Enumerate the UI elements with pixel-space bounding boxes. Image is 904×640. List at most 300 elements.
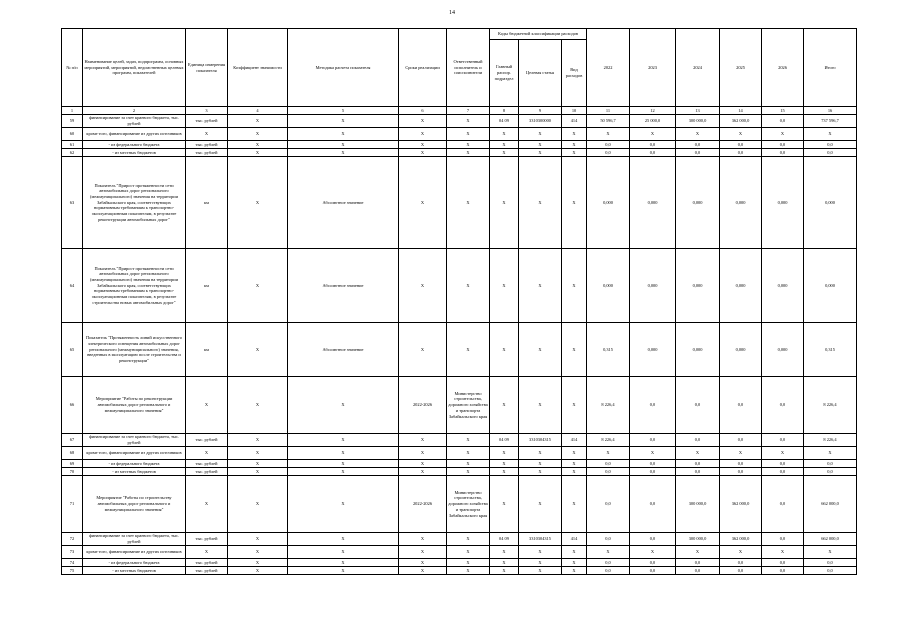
row-number: 71 xyxy=(62,476,83,533)
column-index-cell: 3 xyxy=(186,107,228,115)
row-method: Абсолютное значение xyxy=(288,249,399,323)
row-number: 75 xyxy=(62,567,83,575)
column-index-cell: 5 xyxy=(288,107,399,115)
row-name: - из федерального бюджета xyxy=(83,460,186,468)
row-value-2025: 362 000,0 xyxy=(720,533,762,546)
row-value-2022: 8 226,4 xyxy=(587,434,630,447)
row-code-type: X xyxy=(562,141,587,149)
row-code-main: X xyxy=(490,546,519,559)
row-value-2026: 0,0 xyxy=(762,468,804,476)
row-number: 69 xyxy=(62,460,83,468)
row-value-2025: 0,0 xyxy=(720,559,762,567)
row-method: X xyxy=(288,128,399,141)
row-code-target: X xyxy=(519,476,562,533)
row-coef: X xyxy=(228,141,288,149)
row-responsible: X xyxy=(447,249,490,323)
row-responsible: X xyxy=(447,115,490,128)
header-2022: 2022 xyxy=(587,29,630,107)
row-terms: X xyxy=(399,559,447,567)
row-unit: тыс. рублей xyxy=(186,567,228,575)
row-total: X xyxy=(804,447,857,460)
table-row xyxy=(62,323,857,377)
table-row xyxy=(62,476,857,533)
row-responsible: X xyxy=(447,546,490,559)
table-row xyxy=(62,377,857,434)
row-unit: км xyxy=(186,323,228,377)
row-value-2026: 0,000 xyxy=(762,249,804,323)
table-row xyxy=(62,249,857,323)
row-value-2025: 0,0 xyxy=(720,567,762,575)
row-name: финансирование за счет краевого бюджета, тыс. рублей xyxy=(83,533,186,546)
table-row xyxy=(62,468,857,476)
header-coef: Коэффициент значимости xyxy=(228,29,288,107)
row-code-target: 3310304315 xyxy=(519,434,562,447)
page-number: 14 xyxy=(449,10,455,16)
header-code-main: Главный распор. подраздел xyxy=(490,40,519,107)
row-value-2023: 0,000 xyxy=(630,157,676,249)
row-value-2023: X xyxy=(630,128,676,141)
row-number: 73 xyxy=(62,546,83,559)
row-total: 0,0 xyxy=(804,567,857,575)
column-index-cell: 16 xyxy=(804,107,857,115)
row-number: 74 xyxy=(62,559,83,567)
row-name: - из федерального бюджета xyxy=(83,559,186,567)
row-name: Показатель "Протяженность линий искусственного электрического освещения автомобильных дорог регионального (межмуниципального) значения, введенных в эксплуатацию после строительства и реконструкции" xyxy=(83,323,186,377)
row-name: кроме того, финансирование из других источников xyxy=(83,546,186,559)
row-total: 662 000,0 xyxy=(804,533,857,546)
row-number: 72 xyxy=(62,533,83,546)
row-value-2026: 0,0 xyxy=(762,141,804,149)
row-code-target: X xyxy=(519,377,562,434)
row-code-main: X xyxy=(490,141,519,149)
row-responsible: X xyxy=(447,559,490,567)
column-index-cell: 13 xyxy=(676,107,720,115)
row-total: 0,0 xyxy=(804,460,857,468)
row-coef: X xyxy=(228,128,288,141)
row-coef: X xyxy=(228,377,288,434)
row-value-2025: 0,000 xyxy=(720,249,762,323)
header-code-target: Целевая статья xyxy=(519,40,562,107)
row-responsible: X xyxy=(447,128,490,141)
row-value-2023: 0,0 xyxy=(630,377,676,434)
row-value-2022: 0,0 xyxy=(587,149,630,157)
row-value-2025: 362 000,0 xyxy=(720,115,762,128)
row-code-main: 04 09 xyxy=(490,115,519,128)
row-value-2024: 0,0 xyxy=(676,141,720,149)
row-method: X xyxy=(288,149,399,157)
row-value-2025: 362 000,0 xyxy=(720,476,762,533)
row-terms: 2022-2026 xyxy=(399,476,447,533)
program-table xyxy=(61,28,857,575)
row-value-2026: 0,0 xyxy=(762,567,804,575)
header-total: Итого xyxy=(804,29,857,107)
row-unit: тыс. рублей xyxy=(186,115,228,128)
row-code-type: X xyxy=(562,377,587,434)
header-2026: 2026 xyxy=(762,29,804,107)
column-index-cell: 4 xyxy=(228,107,288,115)
row-coef: X xyxy=(228,157,288,249)
row-value-2022: X xyxy=(587,447,630,460)
row-terms: X xyxy=(399,249,447,323)
row-value-2023: 0,0 xyxy=(630,559,676,567)
row-code-target: X xyxy=(519,460,562,468)
row-total: 0,0 xyxy=(804,559,857,567)
row-code-type: X xyxy=(562,249,587,323)
row-name: - из местных бюджетов xyxy=(83,567,186,575)
row-coef: X xyxy=(228,476,288,533)
row-unit: тыс. рублей xyxy=(186,559,228,567)
row-method: X xyxy=(288,434,399,447)
row-code-type: X xyxy=(562,546,587,559)
row-total: 737 596,7 xyxy=(804,115,857,128)
row-unit: X xyxy=(186,128,228,141)
row-method: X xyxy=(288,460,399,468)
row-coef: X xyxy=(228,323,288,377)
row-value-2026: 0,0 xyxy=(762,460,804,468)
row-method: X xyxy=(288,377,399,434)
row-unit: X xyxy=(186,447,228,460)
row-method: X xyxy=(288,567,399,575)
row-terms: X xyxy=(399,447,447,460)
header-2023: 2023 xyxy=(630,29,676,107)
column-index-cell: 2 xyxy=(83,107,186,115)
row-name: - из федерального бюджета xyxy=(83,141,186,149)
row-value-2022: 0,0 xyxy=(587,476,630,533)
row-value-2022: 8 226,4 xyxy=(587,377,630,434)
row-total: 0,0 xyxy=(804,141,857,149)
row-method: X xyxy=(288,141,399,149)
row-value-2026: 0,0 xyxy=(762,149,804,157)
row-code-type: X xyxy=(562,460,587,468)
row-code-type: X xyxy=(562,468,587,476)
row-value-2022: X xyxy=(587,546,630,559)
row-method: X xyxy=(288,468,399,476)
row-value-2026: 0,0 xyxy=(762,559,804,567)
row-unit: тыс. рублей xyxy=(186,149,228,157)
row-coef: X xyxy=(228,447,288,460)
row-unit: тыс. рублей xyxy=(186,533,228,546)
column-index-cell: 12 xyxy=(630,107,676,115)
row-value-2025: 0,0 xyxy=(720,460,762,468)
row-value-2024: 0,0 xyxy=(676,460,720,468)
row-value-2025: 0,000 xyxy=(720,157,762,249)
table-row xyxy=(62,149,857,157)
row-value-2025: 0,0 xyxy=(720,377,762,434)
header-terms: Сроки реализации xyxy=(399,29,447,107)
row-number: 67 xyxy=(62,434,83,447)
row-name: Показатель "Прирост протяженности сети автомобильных дорог регионального (межмуниципального) значения на территории Забайкальского края, соответствующих нормативным требованиям к транспортно-эксплуатационным показателям, в результате строительства новых автомобильных дорог" xyxy=(83,249,186,323)
row-method: X xyxy=(288,115,399,128)
row-name: финансирование за счет краевого бюджета, тыс. рублей xyxy=(83,115,186,128)
row-method: X xyxy=(288,447,399,460)
table-row xyxy=(62,447,857,460)
row-value-2023: 0,0 xyxy=(630,533,676,546)
row-value-2024: 0,0 xyxy=(676,377,720,434)
table-row xyxy=(62,128,857,141)
column-index-cell: 6 xyxy=(399,107,447,115)
row-value-2025: 0,0 xyxy=(720,434,762,447)
row-method: Абсолютное значение xyxy=(288,157,399,249)
header-num: № п/п xyxy=(62,29,83,107)
row-code-main: X xyxy=(490,476,519,533)
row-code-type: 414 xyxy=(562,434,587,447)
row-value-2022: 0,0 xyxy=(587,533,630,546)
row-value-2023: 0,0 xyxy=(630,468,676,476)
header-budget-codes: Коды бюджетной классификации расходов xyxy=(490,29,587,40)
row-code-main: X xyxy=(490,559,519,567)
row-name: финансирование за счет краевого бюджета, тыс. рублей xyxy=(83,434,186,447)
header-unit: Единица измерения показателя xyxy=(186,29,228,107)
row-method: X xyxy=(288,559,399,567)
column-index-cell: 11 xyxy=(587,107,630,115)
row-terms: X xyxy=(399,128,447,141)
row-total: 0,0 xyxy=(804,149,857,157)
row-terms: X xyxy=(399,149,447,157)
table-row xyxy=(62,157,857,249)
row-terms: 2022-2026 xyxy=(399,377,447,434)
row-code-target: X xyxy=(519,157,562,249)
row-terms: X xyxy=(399,468,447,476)
table-row xyxy=(62,559,857,567)
row-code-main: X xyxy=(490,249,519,323)
row-value-2024: 0,000 xyxy=(676,157,720,249)
row-coef: X xyxy=(228,468,288,476)
row-unit: X xyxy=(186,377,228,434)
row-total: 662 000,0 xyxy=(804,476,857,533)
row-code-type: 414 xyxy=(562,115,587,128)
row-value-2026: 0,000 xyxy=(762,323,804,377)
row-name: - из местных бюджетов xyxy=(83,468,186,476)
row-name: Мероприятие "Работы по реконструкции автомобильных дорог регионального и межмуниципального значения" xyxy=(83,377,186,434)
row-coef: X xyxy=(228,249,288,323)
row-unit: X xyxy=(186,546,228,559)
row-code-target: X xyxy=(519,128,562,141)
row-coef: X xyxy=(228,434,288,447)
row-responsible: X xyxy=(447,468,490,476)
row-code-type: 414 xyxy=(562,533,587,546)
row-value-2026: 0,000 xyxy=(762,157,804,249)
row-code-main: X xyxy=(490,468,519,476)
row-total: X xyxy=(804,546,857,559)
column-index-cell: 10 xyxy=(562,107,587,115)
row-code-main: X xyxy=(490,377,519,434)
column-index-cell: 1 xyxy=(62,107,83,115)
row-value-2024: X xyxy=(676,447,720,460)
row-responsible: X xyxy=(447,157,490,249)
row-coef: X xyxy=(228,115,288,128)
row-value-2022: 50 596,7 xyxy=(587,115,630,128)
header-responsible: Ответственный исполнитель и соисполнители xyxy=(447,29,490,107)
header-2025: 2025 xyxy=(720,29,762,107)
row-number: 62 xyxy=(62,149,83,157)
row-responsible: X xyxy=(447,434,490,447)
row-value-2026: 0,0 xyxy=(762,533,804,546)
row-total: 0,0 xyxy=(804,468,857,476)
row-code-main: X xyxy=(490,128,519,141)
row-code-type: X xyxy=(562,128,587,141)
row-number: 65 xyxy=(62,323,83,377)
row-value-2024: 300 000,0 xyxy=(676,476,720,533)
row-responsible: X xyxy=(447,533,490,546)
row-code-type: X xyxy=(562,559,587,567)
row-method: X xyxy=(288,546,399,559)
row-value-2025: 0,0 xyxy=(720,141,762,149)
column-index-cell: 8 xyxy=(490,107,519,115)
row-code-target: X xyxy=(519,141,562,149)
row-unit: км xyxy=(186,249,228,323)
row-number: 68 xyxy=(62,447,83,460)
row-code-target: X xyxy=(519,468,562,476)
row-responsible: X xyxy=(447,149,490,157)
row-value-2024: X xyxy=(676,128,720,141)
row-number: 66 xyxy=(62,377,83,434)
row-unit: км xyxy=(186,157,228,249)
row-code-main: X xyxy=(490,149,519,157)
row-code-target: X xyxy=(519,323,562,377)
row-value-2023: 0,0 xyxy=(630,434,676,447)
row-code-main: X xyxy=(490,447,519,460)
row-unit: тыс. рублей xyxy=(186,434,228,447)
row-code-type: X xyxy=(562,476,587,533)
row-value-2022: 0,0 xyxy=(587,468,630,476)
table-body xyxy=(62,29,857,575)
row-code-main: X xyxy=(490,567,519,575)
header-method: Методика расчета показателя xyxy=(288,29,399,107)
row-responsible: X xyxy=(447,141,490,149)
row-unit: тыс. рублей xyxy=(186,468,228,476)
row-number: 70 xyxy=(62,468,83,476)
row-number: 63 xyxy=(62,157,83,249)
row-value-2024: 0,0 xyxy=(676,567,720,575)
row-unit: X xyxy=(186,476,228,533)
row-value-2022: 0,0 xyxy=(587,567,630,575)
row-coef: X xyxy=(228,533,288,546)
row-responsible: X xyxy=(447,323,490,377)
row-code-type: X xyxy=(562,323,587,377)
row-value-2024: 0,0 xyxy=(676,468,720,476)
row-unit: тыс. рублей xyxy=(186,460,228,468)
row-responsible: X xyxy=(447,447,490,460)
row-value-2024: 0,000 xyxy=(676,323,720,377)
row-code-main: X xyxy=(490,460,519,468)
row-value-2026: X xyxy=(762,128,804,141)
row-value-2026: 0,0 xyxy=(762,377,804,434)
row-terms: X xyxy=(399,460,447,468)
row-responsible: Министерство строительства, дорожного хозяйства и транспорта Забайкальского края xyxy=(447,476,490,533)
row-value-2024: 0,0 xyxy=(676,559,720,567)
column-index-cell: 7 xyxy=(447,107,490,115)
row-total: 0,000 xyxy=(804,157,857,249)
row-method: X xyxy=(288,476,399,533)
row-value-2022: X xyxy=(587,128,630,141)
row-terms: X xyxy=(399,434,447,447)
row-responsible: X xyxy=(447,567,490,575)
row-number: 59 xyxy=(62,115,83,128)
row-code-target: X xyxy=(519,567,562,575)
row-value-2025: X xyxy=(720,546,762,559)
row-number: 61 xyxy=(62,141,83,149)
row-value-2023: 0,000 xyxy=(630,323,676,377)
header-code-type: Вид расходов xyxy=(562,40,587,107)
row-method: Абсолютное значение xyxy=(288,323,399,377)
row-value-2023: X xyxy=(630,447,676,460)
row-name: кроме того, финансирование из других источников xyxy=(83,447,186,460)
table-row xyxy=(62,434,857,447)
row-value-2026: 0,0 xyxy=(762,476,804,533)
row-name: - из местных бюджетов xyxy=(83,149,186,157)
row-unit: тыс. рублей xyxy=(186,141,228,149)
row-total: 0,000 xyxy=(804,249,857,323)
row-code-main: 04 09 xyxy=(490,434,519,447)
column-index-cell: 15 xyxy=(762,107,804,115)
row-value-2026: X xyxy=(762,447,804,460)
header-2024: 2024 xyxy=(676,29,720,107)
header-row-top xyxy=(62,29,857,40)
row-value-2025: 0,000 xyxy=(720,323,762,377)
table-row xyxy=(62,460,857,468)
row-name: кроме того, финансирование из других источников xyxy=(83,128,186,141)
row-terms: X xyxy=(399,157,447,249)
row-terms: X xyxy=(399,115,447,128)
row-code-target: X xyxy=(519,559,562,567)
row-value-2025: 0,0 xyxy=(720,149,762,157)
row-value-2023: 25 000,0 xyxy=(630,115,676,128)
row-code-type: X xyxy=(562,567,587,575)
row-coef: X xyxy=(228,567,288,575)
row-terms: X xyxy=(399,323,447,377)
row-value-2025: X xyxy=(720,128,762,141)
table-row xyxy=(62,546,857,559)
row-coef: X xyxy=(228,149,288,157)
row-code-main: X xyxy=(490,323,519,377)
row-value-2026: X xyxy=(762,546,804,559)
table-row xyxy=(62,567,857,575)
row-name: Показатель "Прирост протяженности сети автомобильных дорог регионального (межмуниципального) значения на территории Забайкальского края, соответствующих нормативным требованиям к транспортно-эксплуатационным показателям, в результате реконструкции автомобильных дорог" xyxy=(83,157,186,249)
row-responsible: Министерство строительства, дорожного хозяйства и транспорта Забайкальского края xyxy=(447,377,490,434)
row-code-target: X xyxy=(519,447,562,460)
row-value-2022: 0,0 xyxy=(587,141,630,149)
table-row xyxy=(62,141,857,149)
row-value-2023: 0,0 xyxy=(630,141,676,149)
row-number: 64 xyxy=(62,249,83,323)
row-code-main: 04 09 xyxy=(490,533,519,546)
row-value-2022: 0,0 xyxy=(587,559,630,567)
row-value-2025: X xyxy=(720,447,762,460)
row-value-2024: 0,0 xyxy=(676,434,720,447)
column-index-row xyxy=(62,107,857,115)
row-total: 8 226,4 xyxy=(804,434,857,447)
row-code-main: X xyxy=(490,157,519,249)
row-value-2022: 0,000 xyxy=(587,157,630,249)
row-code-target: X xyxy=(519,149,562,157)
row-value-2022: 0,000 xyxy=(587,249,630,323)
table-row xyxy=(62,533,857,546)
column-index-cell: 14 xyxy=(720,107,762,115)
row-terms: X xyxy=(399,567,447,575)
row-value-2026: 0,0 xyxy=(762,115,804,128)
row-value-2023: 0,0 xyxy=(630,149,676,157)
row-terms: X xyxy=(399,141,447,149)
row-value-2023: 0,0 xyxy=(630,476,676,533)
row-code-target: X xyxy=(519,546,562,559)
row-name: Мероприятие "Работы по строительству автомобильных дорог регионального и межмуниципального значения" xyxy=(83,476,186,533)
row-code-type: X xyxy=(562,447,587,460)
row-code-type: X xyxy=(562,149,587,157)
row-value-2022: 0,315 xyxy=(587,323,630,377)
row-value-2026: 0,0 xyxy=(762,434,804,447)
row-responsible: X xyxy=(447,460,490,468)
header-name: Наименование целей, задач, подпрограмм, основных мероприятий, мероприятий, ведомственных целевых программ, показателей xyxy=(83,29,186,107)
